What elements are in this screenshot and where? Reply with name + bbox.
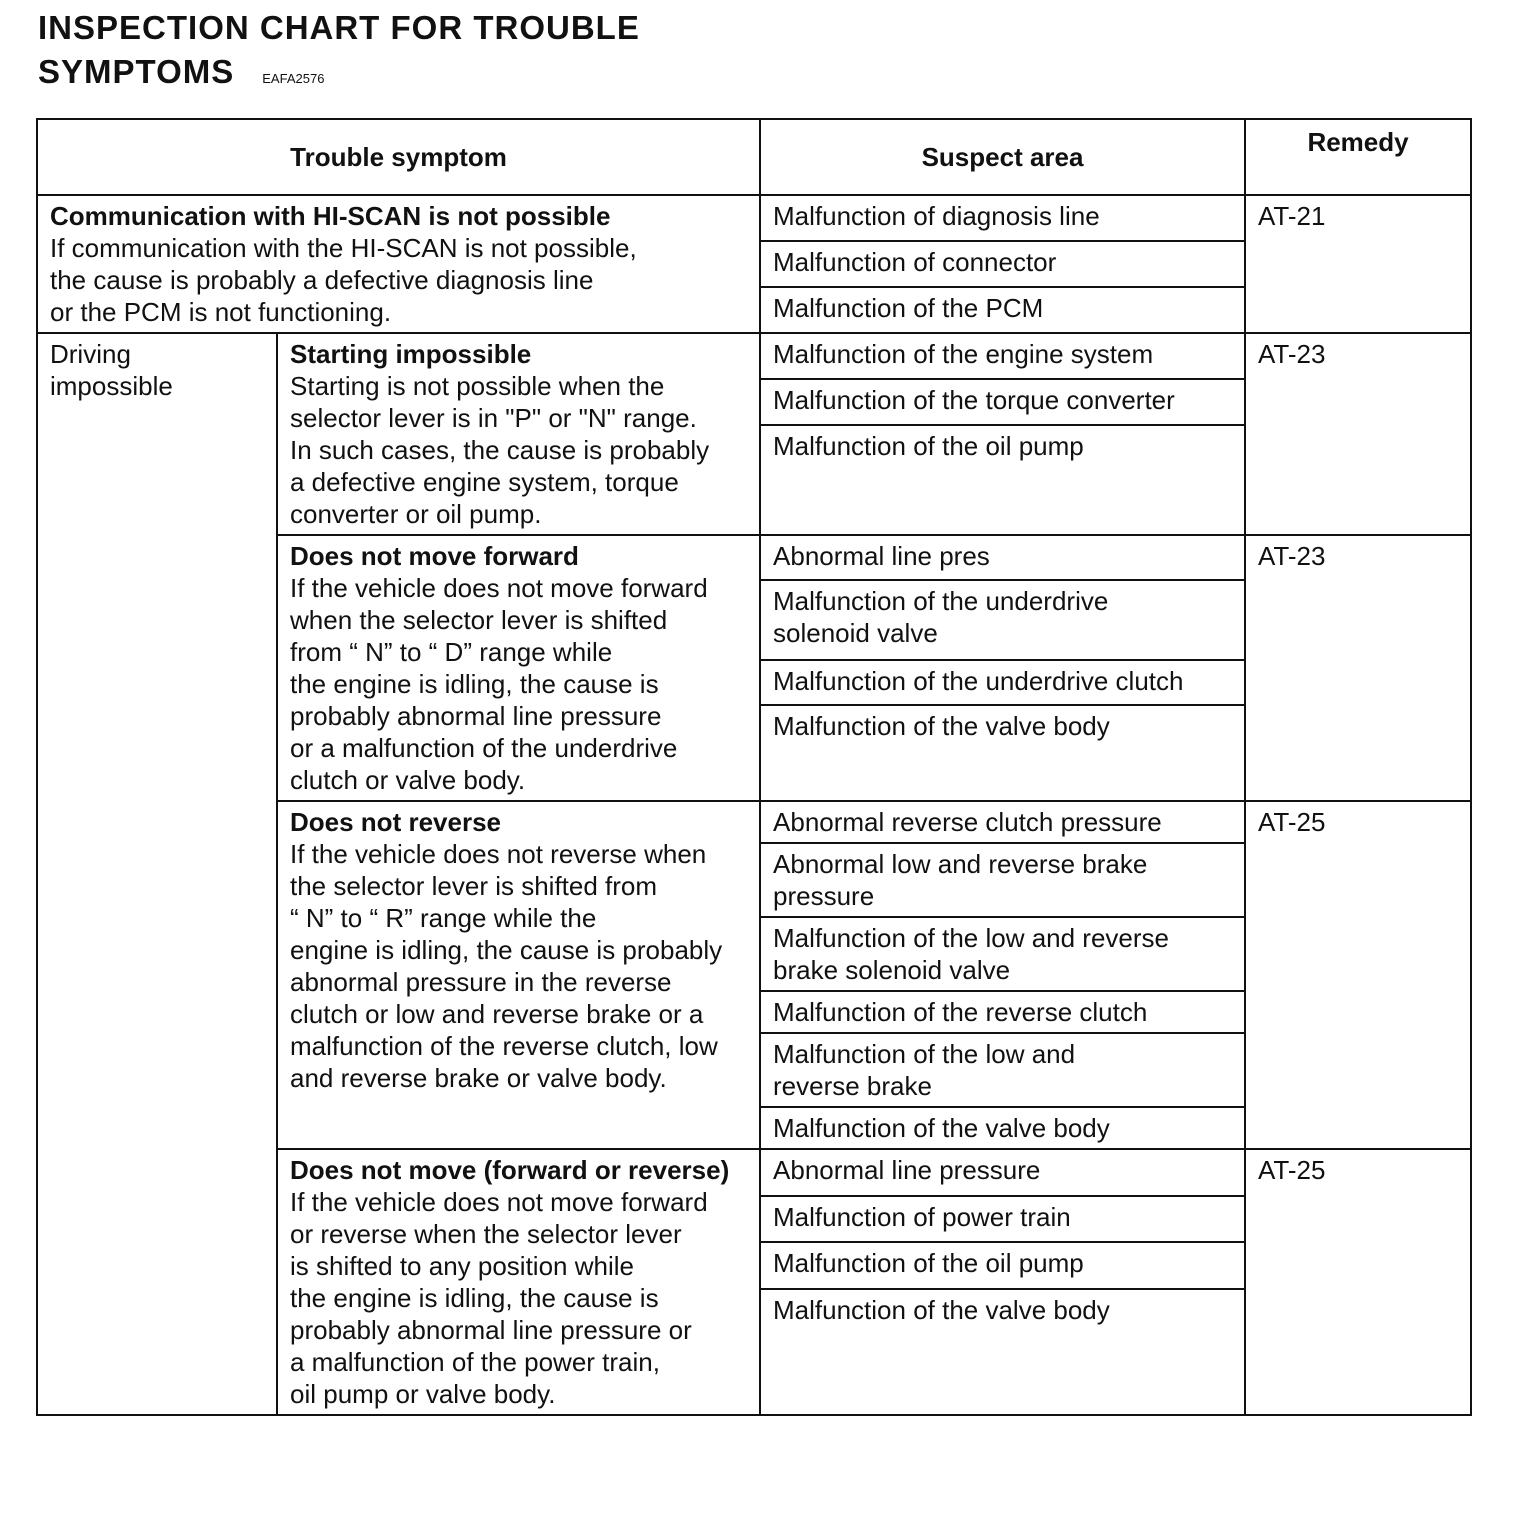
remedy-cell: AT-25 [1245, 1149, 1471, 1415]
symptom-title: Does not move (forward or reverse) [290, 1155, 730, 1185]
page-title [38, 6, 640, 101]
symptom-does-not-move-forward [277, 535, 760, 801]
document-code: EAFA2576 [262, 71, 325, 86]
symptom-description: If communication with the HI-SCAN is not possible, the cause is probably a defective diagnosis line or the PCM is not functioning. [50, 233, 637, 327]
inspection-chart-table [36, 118, 1472, 1416]
table-row [37, 195, 1471, 241]
suspect-area-cell: Malfunction of the valve body [760, 1289, 1245, 1415]
suspect-area-cell: Malfunction of the underdrive clutch [760, 660, 1245, 705]
title-symptoms: SYMPTOMS [38, 53, 235, 90]
suspect-area-cell: Malfunction of the engine system [760, 333, 1245, 379]
remedy-cell: AT-25 [1245, 801, 1471, 1149]
symptom-title: Communication with HI-SCAN is not possible [50, 201, 611, 231]
symptom-does-not-move [277, 1149, 760, 1415]
suspect-area-cell: Malfunction of the oil pump [760, 1242, 1245, 1289]
suspect-area-cell: Abnormal low and reverse brake pressure [760, 843, 1245, 917]
suspect-area-cell: Malfunction of the underdrive solenoid valve [760, 580, 1245, 660]
title-line-1: INSPECTION CHART FOR TROUBLE [38, 9, 640, 46]
header-suspect-area: Suspect area [760, 119, 1245, 195]
suspect-area-cell: Malfunction of the low and reverse brake solenoid valve [760, 917, 1245, 991]
header-remedy: Remedy [1245, 119, 1471, 195]
suspect-area-cell: Malfunction of connector [760, 241, 1245, 287]
remedy-cell: AT-23 [1245, 535, 1471, 801]
suspect-area-cell: Malfunction of power train [760, 1196, 1245, 1243]
title-line-2 [38, 50, 640, 101]
symptom-title: Does not reverse [290, 807, 501, 837]
symptom-title: Starting impossible [290, 339, 532, 369]
header-row [37, 119, 1471, 195]
suspect-area-cell: Malfunction of the reverse clutch [760, 991, 1245, 1033]
symptom-description: If the vehicle does not move forward or reverse when the selector lever is shifted to any position while the engine is idling, the cause is probably abnormal line pressure or a malfunction of the power train, oil pump or valve body. [290, 1187, 708, 1409]
suspect-area-cell: Malfunction of the torque converter [760, 379, 1245, 425]
symptom-starting-impossible [277, 333, 760, 535]
header-trouble-symptom: Trouble symptom [37, 119, 760, 195]
suspect-area-cell: Malfunction of the PCM [760, 287, 1245, 333]
suspect-area-cell: Malfunction of the oil pump [760, 425, 1245, 535]
suspect-area-cell: Malfunction of the low and reverse brake [760, 1033, 1245, 1107]
symptom-description: If the vehicle does not move forward when the selector lever is shifted from “ N” to “ D” range while the engine is idling, the cause is probably abnormal line pressure or a malfunction of the underdrive clutch or valve body. [290, 573, 708, 795]
category-driving-impossible: Driving impossible [37, 333, 277, 1415]
symptom-does-not-reverse [277, 801, 760, 1149]
symptom-description: Starting is not possible when the selector lever is in "P" or "N" range. In such cases, the cause is probably a defective engine system, torque converter or oil pump. [290, 371, 710, 529]
suspect-area-cell: Malfunction of the valve body [760, 705, 1245, 801]
suspect-area-cell: Abnormal line pressure [760, 1149, 1245, 1196]
symptom-communication [37, 195, 760, 333]
symptom-title: Does not move forward [290, 541, 579, 571]
suspect-area-cell: Malfunction of diagnosis line [760, 195, 1245, 241]
remedy-cell: AT-23 [1245, 333, 1471, 535]
suspect-area-cell: Abnormal reverse clutch pressure [760, 801, 1245, 843]
remedy-cell: AT-21 [1245, 195, 1471, 333]
suspect-area-cell: Malfunction of the valve body [760, 1107, 1245, 1149]
symptom-description: If the vehicle does not reverse when the selector lever is shifted from “ N” to “ R” range while the engine is idling, the cause is probably abnormal pressure in the reverse clutch or low and reverse brake or a malfunction of the reverse clutch, low and reverse brake or valve body. [290, 839, 723, 1093]
suspect-area-cell: Abnormal line pres [760, 535, 1245, 580]
table-row [37, 333, 1471, 379]
